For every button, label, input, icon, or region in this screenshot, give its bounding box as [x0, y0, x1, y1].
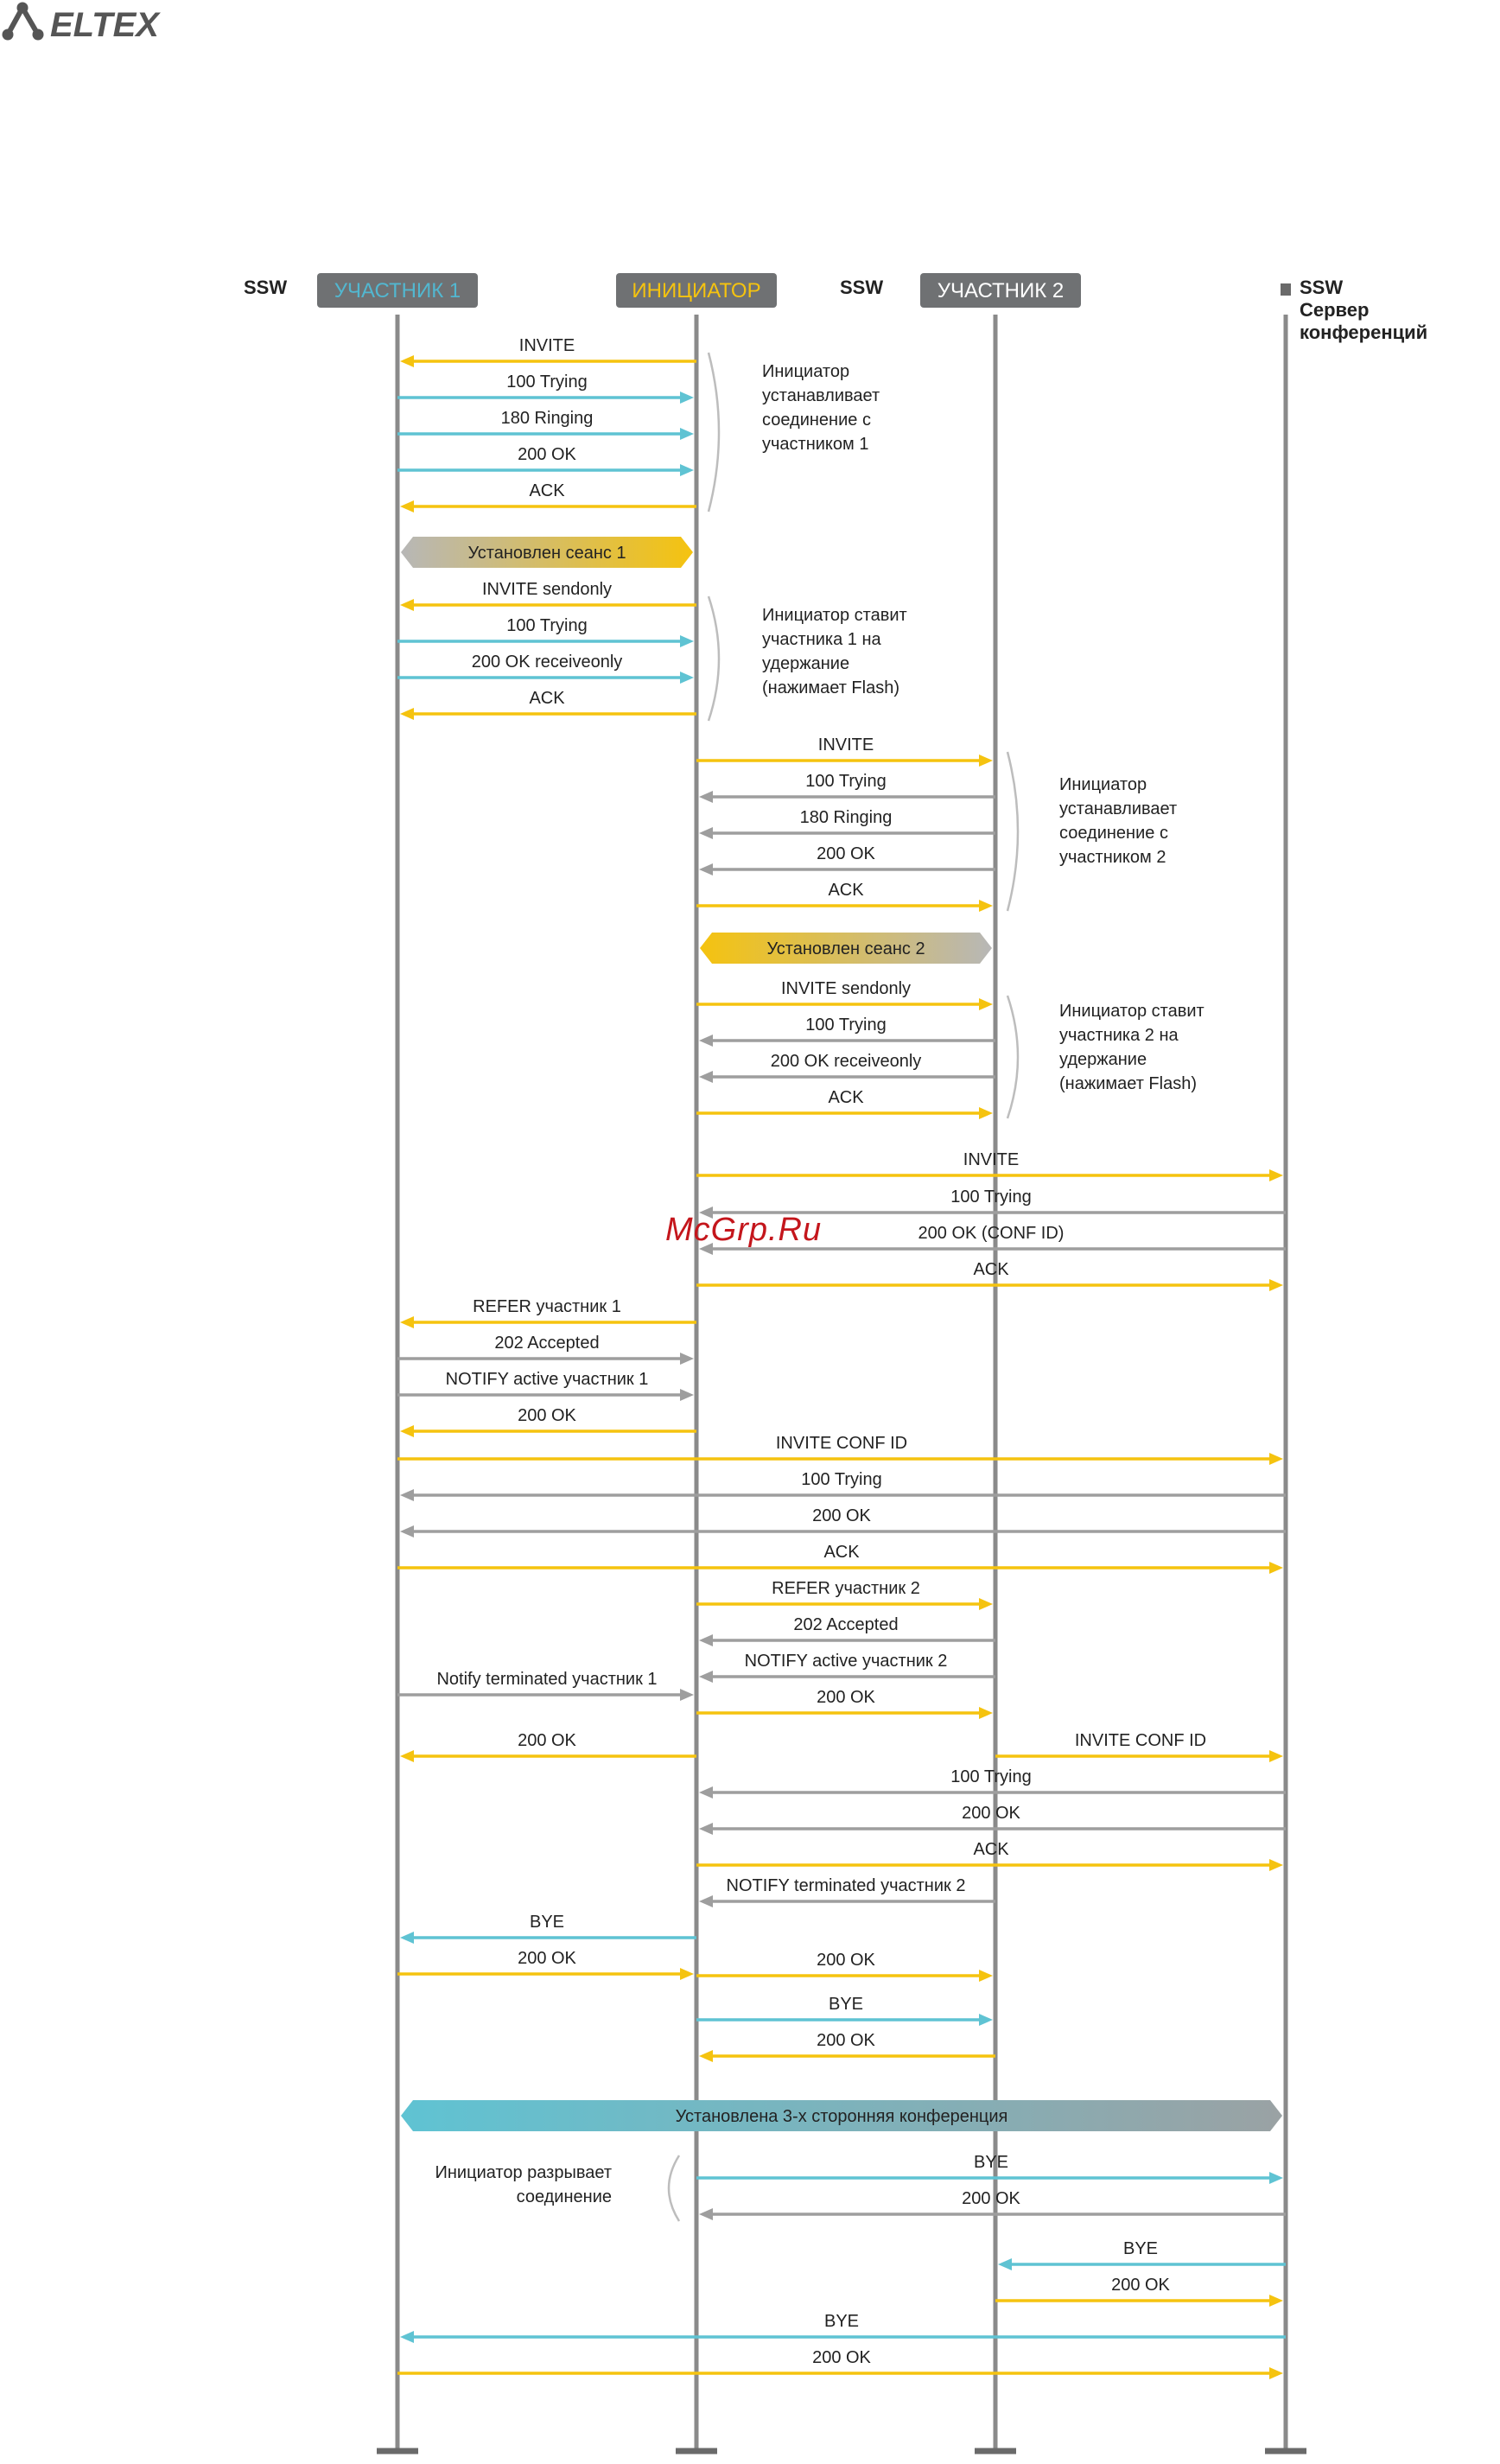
- conference-server-label: конференций: [1300, 322, 1428, 343]
- message-label: ACK: [973, 1840, 1009, 1859]
- message-arrow-head: [400, 1489, 414, 1501]
- message-arrow-head: [400, 2331, 414, 2343]
- message-arrow-head: [400, 1750, 414, 1762]
- message-arrow-head: [680, 1689, 694, 1701]
- message-label: NOTIFY active участник 1: [445, 1370, 649, 1389]
- message-label: INVITE CONF ID: [775, 1434, 908, 1453]
- message-arrow-head: [400, 1932, 414, 1944]
- message-label: ACK: [828, 881, 864, 900]
- message-arrow-head: [680, 428, 694, 440]
- note-text: соединение: [516, 2187, 612, 2206]
- message-arrow-head: [680, 1968, 694, 1980]
- note-text: Инициатор: [1059, 775, 1147, 794]
- message-label: 200 OK: [518, 445, 576, 464]
- message-label: 200 OK receiveonly: [471, 653, 623, 672]
- note-text: соединение с: [762, 411, 871, 430]
- message-arrow-head: [699, 1786, 713, 1799]
- note-text: соединение с: [1059, 824, 1168, 843]
- message-arrow-head: [699, 863, 713, 875]
- message-label: 100 Trying: [506, 372, 588, 392]
- message-label: 200 OK: [812, 2348, 871, 2367]
- note-bracket: [1007, 996, 1018, 1118]
- message-arrow-head: [680, 392, 694, 404]
- message-arrow-head: [680, 464, 694, 476]
- message-label: 100 Trying: [801, 1470, 882, 1489]
- note-text: Инициатор ставит: [762, 606, 907, 625]
- message-label: REFER участник 2: [772, 1579, 920, 1598]
- note-text: устанавливает: [762, 386, 880, 405]
- message-arrow-head: [400, 355, 414, 367]
- message-arrow-head: [979, 754, 993, 767]
- message-arrow-head: [680, 672, 694, 684]
- message-arrow-head: [1269, 1169, 1283, 1181]
- note-text: удержание: [1059, 1050, 1147, 1069]
- note-text: участником 2: [1059, 848, 1166, 867]
- note-text: Инициатор: [762, 362, 850, 381]
- message-arrow-head: [400, 1316, 414, 1328]
- message-label: 200 OK: [812, 1506, 871, 1525]
- message-arrow-head: [400, 708, 414, 720]
- message-arrow-head: [400, 500, 414, 513]
- message-label: 180 Ringing: [799, 808, 893, 827]
- note-bracket: [709, 353, 719, 512]
- actor-name-2: ИНИЦИАТОР: [632, 279, 761, 302]
- message-label: INVITE sendonly: [780, 979, 912, 998]
- message-label: INVITE sendonly: [481, 580, 613, 599]
- message-arrow-head: [400, 1425, 414, 1437]
- message-arrow-head: [1269, 2172, 1283, 2184]
- message-arrow-head: [680, 635, 694, 647]
- message-arrow-head: [979, 2014, 993, 2026]
- message-arrow-head: [1269, 1453, 1283, 1465]
- message-label: BYE: [823, 2312, 860, 2331]
- message-arrow-head: [998, 2258, 1012, 2270]
- message-label: BYE: [529, 1913, 565, 1932]
- message-label: INVITE CONF ID: [1074, 1731, 1207, 1750]
- note-bracket: [1007, 752, 1018, 911]
- message-label: 200 OK: [1111, 2276, 1170, 2295]
- message-label: BYE: [828, 1995, 864, 2014]
- message-arrow-head: [680, 1353, 694, 1365]
- message-label: 100 Trying: [805, 772, 887, 791]
- message-arrow-head: [1269, 1750, 1283, 1762]
- note-text: участника 2 на: [1059, 1026, 1179, 1045]
- message-arrow-head: [699, 1895, 713, 1907]
- ssw-label-2: SSW: [840, 277, 884, 298]
- message-arrow-head: [400, 1525, 414, 1538]
- message-label: 200 OK: [518, 1949, 576, 1968]
- note-text: (нажимает Flash): [762, 678, 899, 697]
- ssw-label-1: SSW: [244, 277, 288, 298]
- message-label: 200 OK receiveonly: [770, 1052, 922, 1071]
- message-arrow-head: [1269, 1859, 1283, 1871]
- message-label: Notify terminated участник 1: [436, 1670, 658, 1689]
- message-label: ACK: [529, 481, 565, 500]
- note-bracket: [669, 2155, 679, 2221]
- message-label: NOTIFY terminated участник 2: [726, 1876, 966, 1895]
- note-text: Инициатор ставит: [1059, 1002, 1204, 1021]
- session-banner-label: Установлена 3-х сторонняя конференция: [675, 2107, 1008, 2126]
- message-arrow-head: [1269, 2295, 1283, 2307]
- message-label: 100 Trying: [950, 1187, 1032, 1207]
- message-label: ACK: [823, 1543, 860, 1562]
- note-text: (нажимает Flash): [1059, 1074, 1197, 1093]
- message-arrow-head: [680, 1389, 694, 1401]
- message-arrow-head: [699, 1671, 713, 1683]
- message-arrow-head: [979, 1970, 993, 1982]
- message-label: NOTIFY active участник 2: [744, 1652, 948, 1671]
- message-label: 100 Trying: [950, 1767, 1032, 1786]
- message-arrow-head: [699, 1071, 713, 1083]
- message-label: 202 Accepted: [494, 1334, 600, 1353]
- message-label: ACK: [529, 689, 565, 708]
- message-arrow-head: [699, 2208, 713, 2220]
- message-label: INVITE: [817, 735, 874, 754]
- message-label: BYE: [973, 2153, 1009, 2172]
- message-arrow-head: [1269, 1562, 1283, 1574]
- watermark-text: McGrp.Ru: [665, 1212, 823, 1248]
- note-text: удержание: [762, 654, 850, 673]
- message-label: 100 Trying: [805, 1016, 887, 1035]
- conference-server-label: Сервер: [1300, 299, 1370, 321]
- message-arrow-head: [400, 599, 414, 611]
- message-label: 200 OK: [518, 1731, 576, 1750]
- message-arrow-head: [979, 1598, 993, 1610]
- conference-server-marker: [1281, 283, 1291, 296]
- session-banner-label: Установлен сеанс 1: [467, 544, 626, 563]
- logo-wordmark: ELTEX: [50, 6, 159, 44]
- message-arrow-head: [699, 2050, 713, 2062]
- message-label: ACK: [828, 1088, 864, 1107]
- message-arrow-head: [699, 791, 713, 803]
- message-label: 100 Trying: [506, 616, 588, 635]
- message-label: 200 OK: [817, 2031, 875, 2050]
- message-label: 200 OK: [518, 1406, 576, 1425]
- message-label: 200 OK: [817, 844, 875, 863]
- message-label: INVITE: [518, 336, 575, 355]
- message-arrow-head: [1269, 1279, 1283, 1291]
- message-arrow-head: [979, 1107, 993, 1119]
- message-label: BYE: [1122, 2239, 1159, 2258]
- message-label: INVITE: [963, 1150, 1020, 1169]
- session-banner-label: Установлен сеанс 2: [766, 939, 925, 958]
- message-arrow-head: [979, 900, 993, 912]
- message-arrow-head: [699, 1035, 713, 1047]
- note-text: устанавливает: [1059, 799, 1178, 818]
- message-label: 200 OK (CONF ID): [918, 1224, 1065, 1243]
- note-bracket: [709, 596, 719, 721]
- message-label: 200 OK: [962, 1804, 1020, 1823]
- message-label: 200 OK: [817, 1951, 875, 1970]
- note-text: участником 1: [762, 435, 869, 454]
- message-label: 180 Ringing: [500, 409, 594, 428]
- message-arrow-head: [979, 1707, 993, 1719]
- message-label: REFER участник 1: [473, 1297, 621, 1316]
- message-arrow-head: [979, 998, 993, 1010]
- message-arrow-head: [699, 1823, 713, 1835]
- message-arrow-head: [699, 827, 713, 839]
- note-text: Инициатор разрывает: [435, 2163, 612, 2182]
- ssw-label-3: SSW: [1300, 277, 1344, 298]
- note-text: участника 1 на: [762, 630, 881, 649]
- message-arrow-head: [699, 1634, 713, 1646]
- message-label: 200 OK: [817, 1688, 875, 1707]
- message-label: 200 OK: [962, 2189, 1020, 2208]
- message-label: 202 Accepted: [793, 1615, 899, 1634]
- actor-name-3: УЧАСТНИК 2: [937, 279, 1065, 302]
- message-label: ACK: [973, 1260, 1009, 1279]
- actor-name-1: УЧАСТНИК 1: [334, 279, 461, 302]
- message-arrow-head: [1269, 2367, 1283, 2379]
